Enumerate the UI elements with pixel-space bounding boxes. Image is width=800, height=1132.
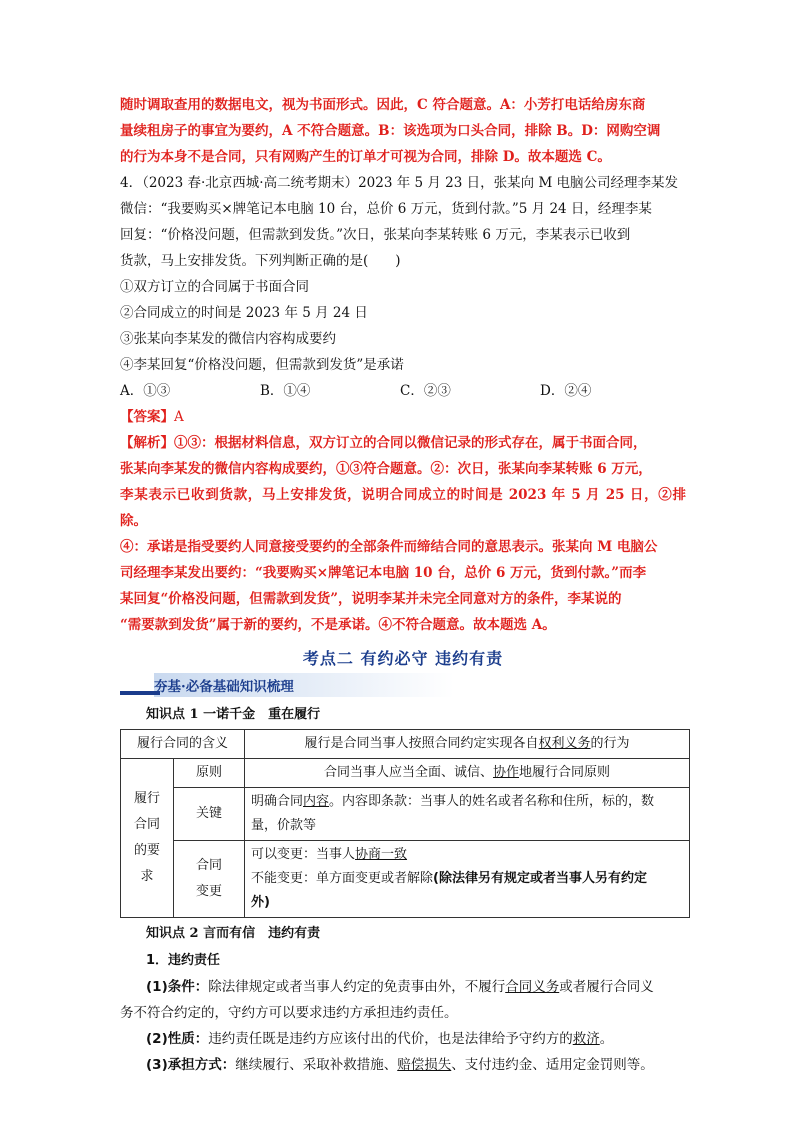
analysis-label: 【解析】 bbox=[120, 435, 174, 451]
item-label: (2)性质： bbox=[146, 1031, 209, 1047]
item-method bbox=[120, 1052, 686, 1078]
group-label-cell bbox=[121, 759, 174, 918]
option-a: A．①③ bbox=[120, 383, 171, 399]
analysis-line: 某回复“价格没问题，但需款到发货”，说明李某并未完全同意对方的条件，李某说的 bbox=[120, 591, 622, 607]
table-row bbox=[121, 730, 690, 759]
item-text: 违约责任既是违约方应该付出的代价，也是法律给予守约方的 bbox=[208, 1031, 573, 1047]
knowledge-point-2-title: 知识点 2 言而有信 违约有责 bbox=[146, 926, 321, 941]
statement: ③张某向李某发的微信内容构成要约 bbox=[120, 331, 336, 347]
analysis-block bbox=[120, 430, 686, 638]
question-line: 回复：“价格没问题，但需款到发货。”次日，张某向李某转账 6 万元，李某表示已收到 bbox=[120, 227, 631, 243]
group-label-line: 求 bbox=[140, 869, 154, 884]
banner-label: 夯基·必备基础知识梳理 bbox=[154, 679, 294, 695]
table-cell: 履行合同的含义 bbox=[121, 730, 245, 759]
item-text: 、支付违约金、适用定金罚则等。 bbox=[451, 1057, 654, 1073]
knowledge-table bbox=[120, 729, 690, 918]
analysis-line: 司经理李某发出要约：“我要购买×牌笔记本电脑 10 台，总价 6 万元，货到付款。”而李 bbox=[120, 565, 647, 581]
intro-line: 随时调取查用的数据电文，视为书面形式。因此，C 符合题意。A：小芳打电话给房东商 bbox=[120, 97, 646, 113]
cell-text: 地履行合同原则 bbox=[519, 765, 611, 780]
analysis-line bbox=[120, 430, 686, 456]
table-row bbox=[121, 759, 690, 788]
cell-bold: 外) bbox=[251, 895, 270, 910]
cell-text: 可以变更：当事人 bbox=[251, 847, 356, 862]
analysis-text: ①③：根据材料信息，双方订立的合同以微信记录的形式存在，属于书面合同， bbox=[174, 435, 647, 451]
item-text: 继续履行、采取补救措施、 bbox=[235, 1057, 398, 1073]
cell-underline: 权利义务 bbox=[538, 736, 591, 751]
cell-underline: 内容 bbox=[303, 794, 330, 809]
cell-underline: 协商一致 bbox=[355, 847, 408, 862]
statement: ①双方订立的合同属于书面合同 bbox=[120, 279, 309, 295]
item-condition bbox=[120, 974, 686, 1000]
change-cell bbox=[245, 841, 690, 918]
item-underline: 救济 bbox=[572, 1031, 600, 1047]
option-c: C．②③ bbox=[400, 383, 451, 399]
item-underline: 合同义务 bbox=[505, 979, 560, 995]
table-row bbox=[121, 841, 690, 918]
item-nature bbox=[120, 1026, 686, 1052]
item-underline: 赔偿损失 bbox=[397, 1057, 452, 1073]
item-label: (1)条件： bbox=[146, 979, 209, 995]
cell-bold: (除法律另有规定或者当事人另有约定 bbox=[433, 871, 647, 886]
question-block bbox=[120, 170, 686, 404]
document-page bbox=[120, 92, 686, 1078]
cell-text: 合同当事人应当全面、诚信、 bbox=[323, 765, 493, 780]
group-label-line: 的要 bbox=[133, 843, 160, 858]
intro-paragraph bbox=[120, 92, 686, 170]
option-d: D．②④ bbox=[540, 383, 592, 399]
item-text: 除法律规定或者当事人约定的免责事由外，不履行 bbox=[208, 979, 506, 995]
cell-underline: 协作 bbox=[492, 765, 519, 780]
liability-heading: 1．违约责任 bbox=[146, 953, 221, 968]
statement: ②合同成立的时间是 2023 年 5 月 24 日 bbox=[120, 305, 368, 321]
question-line: 4．（2023 春·北京西城·高二统考期末）2023 年 5 月 23 日，张某向 M 电脑公司经理李某发 bbox=[120, 175, 679, 191]
table-cell bbox=[245, 730, 690, 759]
options-row bbox=[120, 378, 686, 404]
table-row bbox=[121, 788, 690, 841]
knowledge-point-1-title: 知识点 1 一诺千金 重在履行 bbox=[146, 707, 321, 722]
intro-line: 的行为本身不是合同，只有网购产生的订单才可视为合同，排除 D。故本题选 C。 bbox=[120, 149, 611, 165]
item-label: (3)承担方式： bbox=[146, 1057, 236, 1073]
key-cell bbox=[245, 788, 690, 841]
question-line: 微信：“我要购买×牌笔记本电脑 10 台，总价 6 万元，货到付款。”5 月 24 日，经理李某 bbox=[120, 201, 652, 217]
cell-text: 。内容即条款：当事人的姓名或者名称和住所，标的，数 bbox=[329, 794, 655, 809]
item-condition-line2: 务不符合约定的，守约方可以要求违约方承担违约责任。 bbox=[120, 1005, 458, 1021]
group-label-line: 合同 bbox=[133, 817, 160, 832]
section-title: 考点二 有约必守 违约有责 bbox=[302, 649, 504, 668]
change-label-line: 合同 bbox=[195, 858, 222, 873]
answer-value: A bbox=[174, 409, 184, 425]
item-text: 或者履行合同义 bbox=[559, 979, 654, 995]
principle-label-cell: 原则 bbox=[174, 759, 245, 788]
group-label-line: 履行 bbox=[133, 791, 160, 806]
question-line: 货款，马上安排发货。下列判断正确的是( ) bbox=[120, 253, 401, 269]
answer-line bbox=[120, 404, 686, 430]
answer-label: 【答案】 bbox=[120, 409, 174, 425]
statement: ④李某回复“价格没问题，但需款到发货”是承诺 bbox=[120, 357, 404, 373]
option-b: B．①④ bbox=[260, 383, 311, 399]
key-label-cell: 关键 bbox=[174, 788, 245, 841]
cell-text: 的行为 bbox=[590, 736, 630, 751]
cell-text: 履行是合同当事人按照合同约定实现各自 bbox=[304, 736, 539, 751]
analysis-line: 李某表示已收到货款，马上安排发货，说明合同成立的时间是 2023 年 5 月 25 日，②排除。 bbox=[120, 487, 686, 529]
analysis-line: 张某向李某发的微信内容构成要约，①③符合题意。②：次日，张某向李某转账 6 万元， bbox=[120, 461, 652, 477]
cell-text: 量，价款等 bbox=[251, 818, 317, 833]
analysis-line: ④：承诺是指受要约人同意接受要约的全部条件而缔结合同的意思表示。张某向 M 电脑公 bbox=[120, 539, 658, 555]
item-text: 。 bbox=[599, 1031, 614, 1047]
cell-text: 明确合同 bbox=[251, 794, 304, 809]
change-label-cell bbox=[174, 841, 245, 918]
principle-cell bbox=[245, 759, 690, 788]
analysis-line: “需要款到发货”属于新的要约，不是承诺。④不符合题意。故本题选 A。 bbox=[120, 617, 556, 633]
change-label-line: 变更 bbox=[195, 884, 222, 899]
section-banner bbox=[120, 673, 686, 699]
intro-line: 量续租房子的事宜为要约，A 不符合题意。B：该选项为口头合同，排除 B。D：网购空调 bbox=[120, 123, 661, 139]
cell-text: 不能变更：单方面变更或者解除 bbox=[251, 871, 434, 886]
